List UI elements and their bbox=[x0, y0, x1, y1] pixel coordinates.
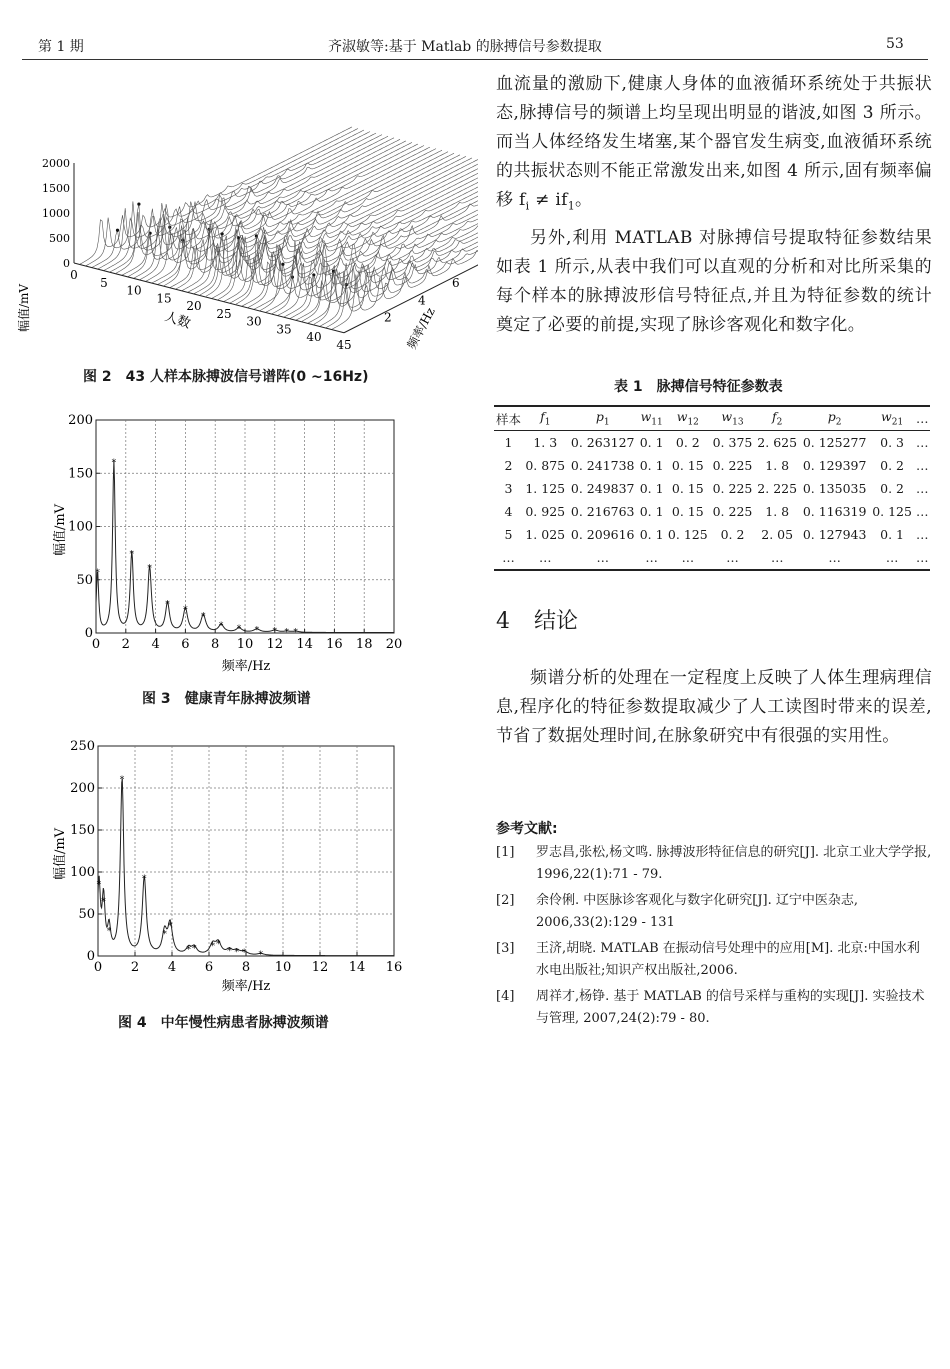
fig4-peak-marker: * bbox=[119, 775, 125, 786]
fig2-ylabel: 频率/Hz bbox=[404, 305, 438, 352]
fig2-zlabel: 幅值/mV bbox=[17, 283, 31, 333]
section-4-heading bbox=[496, 604, 578, 635]
fig3-x-tick-label: 2 bbox=[121, 637, 130, 652]
reference-number: [2] bbox=[496, 893, 515, 908]
table-cell: … bbox=[915, 504, 929, 519]
reference-item bbox=[496, 890, 932, 934]
table-cell: 2. 05 bbox=[761, 527, 794, 542]
fig2-z-tick-label: 2000 bbox=[42, 157, 70, 170]
fig3-spectrum-line bbox=[96, 458, 394, 633]
header-subscript: 1 bbox=[603, 417, 610, 428]
fig4-x-tick-label: 2 bbox=[130, 960, 140, 975]
fig2-x-tick-label: 45 bbox=[336, 337, 352, 352]
table-row bbox=[494, 546, 930, 570]
header-subscript: 12 bbox=[687, 417, 699, 428]
table-cell: … bbox=[502, 550, 515, 565]
fig4-y-tick-label: 200 bbox=[70, 781, 95, 796]
header-subscript: 1 bbox=[544, 417, 551, 428]
table-cell: 0. 225 bbox=[712, 504, 753, 519]
header-subscript: 13 bbox=[732, 417, 744, 428]
fig4-peak-marker: * bbox=[210, 941, 215, 952]
table-row bbox=[494, 431, 930, 455]
fig4-x-tick-label: 8 bbox=[241, 960, 251, 975]
fig2-z-tick-label: 1500 bbox=[42, 182, 70, 195]
table-cell: 0. 125277 bbox=[802, 435, 867, 450]
fig4-x-tick-label: 6 bbox=[204, 960, 214, 975]
fig2-z-tick-label: 0 bbox=[63, 257, 70, 270]
fig2-x-tick-label: 0 bbox=[70, 268, 78, 282]
table-header-cell bbox=[870, 406, 915, 431]
table-cell: … bbox=[915, 481, 929, 496]
fig3-peak-marker: * bbox=[129, 550, 135, 561]
fig2-spectrum-line bbox=[284, 180, 478, 317]
fig2-y-tick-label: 6 bbox=[452, 276, 460, 291]
reference-number: [1] bbox=[496, 845, 515, 860]
fig2-spectrum-line bbox=[188, 155, 460, 292]
table-header-cell bbox=[710, 406, 755, 431]
table-cell: 0. 1 bbox=[639, 458, 664, 473]
fig4-y-tick-label: 50 bbox=[78, 907, 95, 922]
table-cell: 0. 375 bbox=[712, 435, 753, 450]
fig2-y-tick-label: 2 bbox=[384, 310, 392, 325]
table-cell: 0. 15 bbox=[671, 458, 704, 473]
fig2-peak-marker bbox=[116, 229, 119, 232]
fig4-peak-marker: * bbox=[227, 946, 232, 957]
sub-1: 1 bbox=[567, 199, 576, 213]
table-cell: 0. 15 bbox=[671, 504, 704, 519]
fig4-ylabel: 幅值/mV bbox=[53, 827, 68, 881]
reference-number: [4] bbox=[496, 989, 515, 1004]
neq-text: ≠ if bbox=[529, 190, 568, 210]
fig2-z-tick-label: 1000 bbox=[42, 207, 70, 220]
fig2-spectrum-line bbox=[80, 127, 352, 264]
fig2-spectrum-line bbox=[116, 136, 388, 273]
fig4-peak-marker: * bbox=[216, 940, 221, 951]
table-header-cell bbox=[914, 406, 930, 431]
header-subscript: 11 bbox=[651, 417, 663, 428]
table-header-cell bbox=[568, 406, 638, 431]
fig4-x-tick-label: 14 bbox=[348, 960, 366, 975]
fig4-peak-marker: * bbox=[234, 947, 239, 958]
fig3-y-tick-label: 200 bbox=[68, 413, 93, 428]
fig4-xlabel: 频率/Hz bbox=[221, 979, 271, 994]
fig3-x-tick-label: 12 bbox=[266, 637, 284, 652]
fig3-ylabel: 幅值/mV bbox=[53, 503, 68, 557]
table-cell: 0. 1 bbox=[639, 527, 664, 542]
fig3-x-tick-label: 10 bbox=[236, 637, 254, 652]
table-cell: … bbox=[828, 550, 841, 565]
fig3-peak-marker: * bbox=[293, 627, 298, 638]
fig2-x-tick-label: 15 bbox=[156, 291, 172, 306]
fig3-xlabel: 频率/Hz bbox=[221, 659, 271, 674]
table-cell: 0. 3 bbox=[880, 435, 905, 450]
header-rule bbox=[22, 59, 928, 60]
fig2-spectrum-line bbox=[110, 135, 382, 272]
fig4-peak-marker: * bbox=[241, 948, 247, 959]
table-cell: … bbox=[539, 550, 552, 565]
header-symbol: f bbox=[540, 409, 545, 425]
fig2-spectrum-line bbox=[176, 152, 448, 289]
fig2-spectrum-line bbox=[134, 141, 406, 278]
fig4-peak-marker: * bbox=[167, 921, 173, 932]
table-cell: 0. 135035 bbox=[802, 481, 867, 496]
fig2-caption: 图 2 43 人样本脉搏波信号谱阵(0 ~16Hz) bbox=[83, 369, 369, 385]
table-cell: 0. 225 bbox=[712, 458, 753, 473]
fig3-x-tick-label: 16 bbox=[326, 637, 343, 652]
fig3-peak-marker: * bbox=[272, 626, 278, 637]
fig4-x-tick-label: 12 bbox=[311, 960, 329, 975]
fig2-spectrum-line bbox=[86, 129, 358, 266]
table-cell: 0. 2 bbox=[720, 527, 745, 542]
running-header-issue: 第 1 期 bbox=[38, 39, 84, 55]
fig3-spectrum-plot bbox=[46, 408, 406, 676]
fig3-peak-marker: * bbox=[147, 564, 152, 575]
fig4-peak-marker: * bbox=[142, 874, 147, 885]
fig3-peak-marker: * bbox=[236, 624, 242, 635]
fig4-peak-marker: * bbox=[96, 880, 102, 891]
header-subscript: 2 bbox=[835, 417, 842, 428]
reference-item bbox=[496, 842, 932, 886]
fig2-spectrum-line bbox=[272, 177, 478, 314]
table-cell: 1. 8 bbox=[765, 458, 790, 473]
paragraph-3-text: 频谱分析的处理在一定程度上反映了人体生理病理信息,程序化的特征参数提取减少了人工读图时带来的误差,节省了数据处理时间,在脉象研究中有很强的实用性。 bbox=[496, 668, 932, 746]
table-header-cell bbox=[494, 406, 523, 431]
table-cell: 0. 125 bbox=[667, 527, 708, 542]
reference-text: 罗志昌,张松,杨文鸣. 脉搏波形特征信息的研究[J]. 北京工业大学学报, 1996,22(1):71 - 79. bbox=[536, 845, 932, 882]
fig2-peak-marker bbox=[168, 226, 171, 229]
fig4-y-tick-label: 150 bbox=[70, 823, 95, 838]
table-cell: 0. 225 bbox=[712, 481, 753, 496]
fig3-peak-marker: * bbox=[183, 605, 188, 616]
table-cell: … bbox=[596, 550, 609, 565]
reference-text: 余伶俐. 中医脉诊客观化与数字化研究[J]. 辽宁中医杂志, 2006,33(2):129 - 131 bbox=[536, 893, 859, 930]
reference-text: 王济,胡晓. MATLAB 在振动信号处理中的应用[M]. 北京:中国水利水电出版社;知识产权出版社,2006. bbox=[536, 941, 920, 978]
table-cell: 0. 129397 bbox=[802, 458, 867, 473]
table-cell: 0. 241738 bbox=[570, 458, 635, 473]
table-cell: 0. 116319 bbox=[802, 504, 867, 519]
fig3-peak-marker: * bbox=[165, 600, 170, 611]
header-symbol: w bbox=[721, 409, 733, 425]
fig2-x-tick-label: 35 bbox=[276, 322, 292, 337]
fig3-x-tick-label: 18 bbox=[355, 637, 373, 652]
fig3-caption: 图 3 健康青年脉搏波频谱 bbox=[142, 691, 311, 707]
header-symbol: w bbox=[676, 409, 688, 425]
table-cell: 0. 1 bbox=[639, 504, 664, 519]
table-cell: 0. 209616 bbox=[570, 527, 635, 542]
fig2-xlabel: 人数 bbox=[162, 309, 193, 332]
fig2-x-tick-label: 40 bbox=[306, 330, 322, 344]
table-cell: … bbox=[915, 435, 929, 450]
table-cell: … bbox=[915, 458, 929, 473]
fig2-waterfall-plot bbox=[14, 68, 478, 358]
table-cell: 0. 1 bbox=[880, 527, 905, 542]
fig4-peak-marker: * bbox=[191, 944, 197, 955]
table-header-cell bbox=[800, 406, 870, 431]
reference-number: [3] bbox=[496, 941, 515, 956]
table-cell: 0. 2 bbox=[675, 435, 700, 450]
table-header-cell bbox=[638, 406, 666, 431]
table-cell: 3 bbox=[504, 481, 513, 496]
header-subscript: 2 bbox=[776, 417, 783, 428]
table-header-cell bbox=[523, 406, 568, 431]
fig2-y-tick-label: 4 bbox=[418, 293, 426, 308]
fig4-peak-marker: * bbox=[101, 897, 106, 908]
fig2-z-tick-label: 500 bbox=[49, 232, 70, 245]
fig2-x-tick-label: 30 bbox=[246, 314, 262, 329]
table-row bbox=[494, 500, 930, 523]
table-cell: 0. 1 bbox=[639, 435, 664, 450]
table-cell: … bbox=[726, 550, 739, 565]
table-cell: … bbox=[915, 550, 929, 565]
table-cell: 0. 1 bbox=[639, 481, 664, 496]
fig2-spectrum-line bbox=[212, 161, 478, 298]
table-cell: 2. 625 bbox=[757, 435, 798, 450]
references-heading: 参考文献: bbox=[496, 821, 558, 837]
table-cell: … bbox=[681, 550, 695, 565]
fig2-spectrum-line bbox=[92, 130, 364, 267]
fig4-x-tick-label: 16 bbox=[385, 960, 403, 975]
table-cell: … bbox=[770, 550, 784, 565]
paragraph-2 bbox=[496, 224, 932, 340]
fig3-x-tick-label: 0 bbox=[91, 637, 101, 652]
reference-item bbox=[496, 986, 932, 1030]
table-cell: 0. 127943 bbox=[802, 527, 867, 542]
table1-caption: 表 1 脉搏信号特征参数表 bbox=[614, 379, 783, 395]
table-cell: … bbox=[885, 550, 899, 565]
section-number: 4 bbox=[496, 609, 510, 634]
table-cell: 0. 263127 bbox=[570, 435, 635, 450]
fig3-x-tick-label: 14 bbox=[296, 637, 313, 652]
fig4-y-tick-label: 250 bbox=[70, 739, 95, 754]
table-cell: 1. 125 bbox=[525, 481, 566, 496]
fig4-y-tick-label: 0 bbox=[86, 949, 95, 964]
table-cell: 5 bbox=[504, 527, 513, 542]
running-header-title: 齐淑敏等:基于 Matlab 的脉搏信号参数提取 bbox=[328, 39, 602, 55]
fig4-y-tick-label: 100 bbox=[70, 865, 95, 880]
table-cell: 1. 8 bbox=[765, 504, 790, 519]
table-cell: 0. 875 bbox=[525, 458, 566, 473]
fig4-peak-marker: * bbox=[162, 930, 167, 941]
paragraph-2-text: 另外,利用 MATLAB 对脉搏信号提取特征参数结果如表 1 所示,从表中我们可以直观的分析和对比所采集的每个样本的脉搏波形信号特征点,并且为特征参数的统计奠定了必要的前提,实现了脉诊客观化和数字化。 bbox=[496, 228, 932, 335]
fig3-peak-marker: * bbox=[218, 621, 224, 632]
table-cell: 0. 125 bbox=[872, 504, 912, 519]
fig4-caption: 图 4 中年慢性病患者脉搏波频谱 bbox=[118, 1015, 329, 1031]
table-cell: 2 bbox=[504, 458, 513, 473]
table-row bbox=[494, 523, 930, 546]
fig3-peak-marker: * bbox=[95, 568, 100, 579]
table-cell: … bbox=[915, 527, 929, 542]
reference-item bbox=[496, 938, 932, 982]
header-symbol: p bbox=[595, 409, 604, 425]
para1-end: 。 bbox=[575, 190, 593, 210]
fig4-x-tick-label: 4 bbox=[167, 960, 177, 975]
fig2-x-tick-label: 10 bbox=[126, 283, 142, 298]
fig3-y-tick-label: 100 bbox=[68, 519, 93, 535]
table-header-cell bbox=[665, 406, 710, 431]
fig4-peak-marker: * bbox=[106, 926, 112, 937]
fig4-x-tick-label: 10 bbox=[274, 960, 292, 975]
fig3-x-tick-label: 6 bbox=[181, 637, 190, 652]
section-title: 结论 bbox=[534, 609, 579, 634]
header-symbol: 样本 bbox=[495, 411, 521, 427]
header-subscript: 21 bbox=[891, 417, 904, 428]
table-cell: 0. 2 bbox=[880, 481, 905, 496]
fig3-peak-marker: * bbox=[254, 625, 260, 636]
table-cell: 0. 925 bbox=[525, 504, 566, 519]
page-number: 53 bbox=[886, 36, 904, 52]
fig4-peak-marker: * bbox=[186, 945, 191, 956]
table-cell: 0. 249837 bbox=[570, 481, 635, 496]
fig3-y-tick-label: 150 bbox=[68, 466, 93, 482]
table-1 bbox=[494, 405, 930, 571]
fig3-x-tick-label: 20 bbox=[385, 637, 403, 652]
table-cell: 0. 216763 bbox=[570, 504, 635, 519]
fig3-x-tick-label: 8 bbox=[211, 637, 220, 652]
figure-2 bbox=[14, 68, 478, 358]
fig3-y-tick-label: 0 bbox=[84, 626, 93, 641]
fig3-peak-marker: * bbox=[201, 611, 206, 622]
fig3-peak-marker: * bbox=[284, 627, 289, 638]
fig2-peak-marker bbox=[137, 202, 140, 205]
table-cell: 1. 025 bbox=[525, 527, 566, 542]
sub-i: i bbox=[525, 199, 530, 213]
fig2-x-tick-label: 5 bbox=[100, 275, 108, 290]
fig4-spectrum-plot bbox=[46, 736, 406, 996]
table-row bbox=[494, 477, 930, 500]
reference-text: 周祥才,杨铮. 基于 MATLAB 的信号采样与重构的实现[J]. 实验技术与管理, 2007,24(2):79 - 80. bbox=[536, 989, 925, 1026]
header-symbol: p bbox=[827, 409, 836, 425]
fig2-peak-marker bbox=[281, 263, 284, 266]
fig4-x-tick-label: 0 bbox=[93, 960, 103, 975]
header-symbol: w bbox=[881, 409, 892, 425]
table-cell: 4 bbox=[504, 504, 513, 519]
feature-parameter-table bbox=[494, 405, 930, 571]
fig3-peak-marker: * bbox=[111, 458, 117, 469]
figure-3 bbox=[46, 408, 406, 676]
table-cell: 0. 2 bbox=[880, 458, 905, 473]
paragraph-1 bbox=[496, 70, 932, 220]
table-cell: 1 bbox=[504, 435, 513, 450]
table-cell: … bbox=[645, 550, 658, 565]
fig3-y-tick-label: 50 bbox=[76, 572, 93, 588]
table-cell: 2. 225 bbox=[757, 481, 798, 496]
fig3-x-tick-label: 4 bbox=[151, 637, 160, 652]
header-symbol: f bbox=[772, 409, 777, 425]
fig4-peak-marker: * bbox=[258, 950, 264, 961]
header-symbol: … bbox=[915, 411, 929, 426]
table-cell: 1. 3 bbox=[533, 435, 558, 450]
fig2-x-tick-label: 25 bbox=[216, 306, 232, 321]
table-row bbox=[494, 454, 930, 477]
table-header-row bbox=[494, 406, 930, 431]
fig2-spectrum-line bbox=[104, 133, 376, 270]
table-header-cell bbox=[755, 406, 800, 431]
fig2-x-tick-label: 20 bbox=[186, 299, 202, 313]
fig2-spectrum-line bbox=[224, 164, 478, 301]
header-symbol: w bbox=[640, 409, 652, 425]
figure-4 bbox=[46, 736, 406, 996]
paragraph-1-text: 血流量的激励下,健康人身体的血液循环系统处于共振状态,脉搏信号的频谱上均呈现出明显的谐波,如图 3 所示。而当人体经络发生堵塞,某个器官发生病变,血液循环系统的共振状态则不能正常激发出来,如图 4 所示,固有频率偏移 f bbox=[496, 74, 932, 210]
paragraph-3 bbox=[496, 664, 932, 751]
table-cell: 0. 15 bbox=[671, 481, 704, 496]
